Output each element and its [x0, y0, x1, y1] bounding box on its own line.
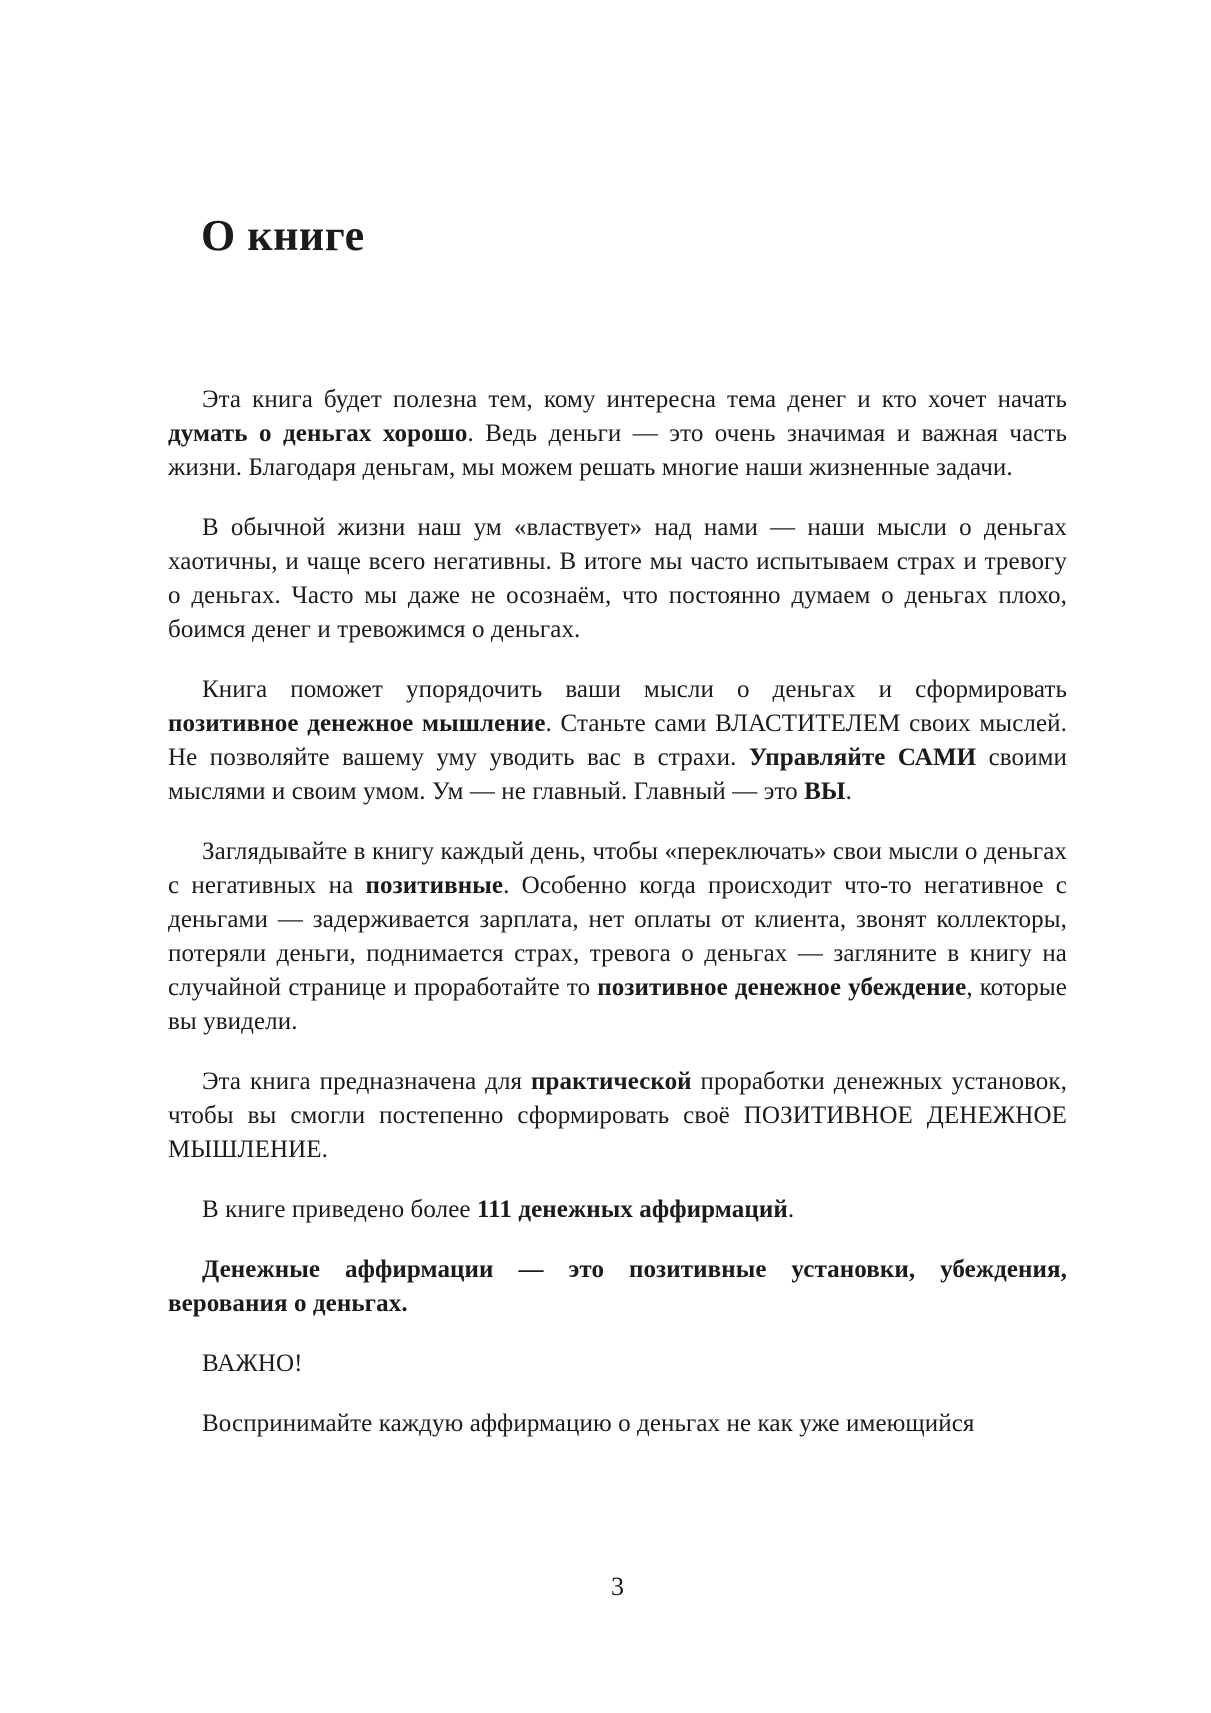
- paragraph: [168, 835, 1067, 1039]
- paragraph-text: Эта книга будет полезна тем, кому интересна тема денег и кто хочет начать: [202, 386, 1067, 413]
- paragraph-text-bold: практической: [531, 1068, 692, 1095]
- paragraph-text: , которые вы увидели.: [168, 974, 1067, 1035]
- paragraph-text: . Станьте сами ВЛАСТИТЕЛЕМ своих мыслей. Не позволяйте вашему уму уводить вас в страхи.: [168, 710, 1067, 771]
- paragraph-text-bold: ВЫ: [804, 778, 846, 805]
- paragraph-text: В книге приведено более: [202, 1196, 477, 1223]
- page-number: 3: [611, 1572, 624, 1601]
- paragraph-text: .: [845, 778, 852, 805]
- paragraph-text: В обычной жизни наш ум «властвует» над нами — наши мысли о деньгах хаотичны, и чаще всего негативны. В итоге мы часто испытываем страх и тревогу о деньгах. Часто мы даже не осознаём, что постоянно думаем о деньгах плохо, боимся денег и тревожимся о деньгах.: [168, 514, 1067, 643]
- paragraph-text: Воспринимайте каждую аффирмацию о деньгах не как уже имеющийся: [202, 1410, 975, 1437]
- paragraph-text-bold: Денежные аффирмации — это позитивные установки, убеждения, верования о деньгах.: [168, 1256, 1067, 1317]
- paragraph-text: Заглядывайте в книгу каждый день, чтобы «переключать» свои мысли о деньгах с негативных на: [168, 838, 1067, 899]
- paragraph: [168, 1347, 1067, 1381]
- paragraph-text-bold: позитивное денежное убеждение: [597, 974, 967, 1001]
- paragraph-text: . Особенно когда происходит что-то негативное с деньгами — задерживается зарплата, нет оплаты от клиента, звонят коллекторы, потеряли деньги, поднимается страх, тревога о деньгах — загляните в книгу на случайной странице и проработайте то: [168, 872, 1067, 1001]
- paragraph-text: Эта книга предназначена для: [202, 1068, 531, 1095]
- paragraph-text-bold: Управляйте САМИ: [748, 744, 977, 771]
- paragraph-text: . Ведь деньги — это очень значимая и важная часть жизни. Благодаря деньгам, мы можем решать многие наши жизненные задачи.: [168, 420, 1068, 481]
- paragraph: [168, 511, 1067, 647]
- paragraph-text-bold: позитивное денежное мышление: [168, 710, 546, 737]
- paragraphs: [168, 260, 1067, 1441]
- paragraph-text: ВАЖНО!: [202, 1350, 303, 1377]
- paragraph: [168, 1253, 1067, 1321]
- text-column: [168, 0, 1067, 1467]
- paragraph: [168, 383, 1067, 485]
- paragraph: [168, 1193, 1067, 1227]
- paragraph-text-bold: думать о деньгах хорошо: [168, 420, 468, 447]
- paragraph-text-bold: позитивные: [365, 872, 504, 899]
- paragraph: [168, 673, 1067, 809]
- page-title: О книге: [201, 211, 365, 260]
- paragraph: [168, 1065, 1067, 1167]
- paragraph-text: .: [787, 1196, 795, 1223]
- paragraph-text: проработки денежных установок, чтобы вы смогли постепенно сформировать своё ПОЗИТИВНОЕ ДЕНЕЖНОЕ МЫШЛЕНИЕ.: [168, 1068, 1067, 1163]
- paragraph: [168, 1407, 1067, 1441]
- paragraph-text: своими мыслями и своим умом. Ум — не главный. Главный — это: [168, 744, 1068, 805]
- paragraph-text-bold: 111 денежных аффирмаций: [476, 1196, 788, 1223]
- paragraph-text: Книга поможет упорядочить ваши мысли о деньгах и сформировать: [202, 676, 1067, 703]
